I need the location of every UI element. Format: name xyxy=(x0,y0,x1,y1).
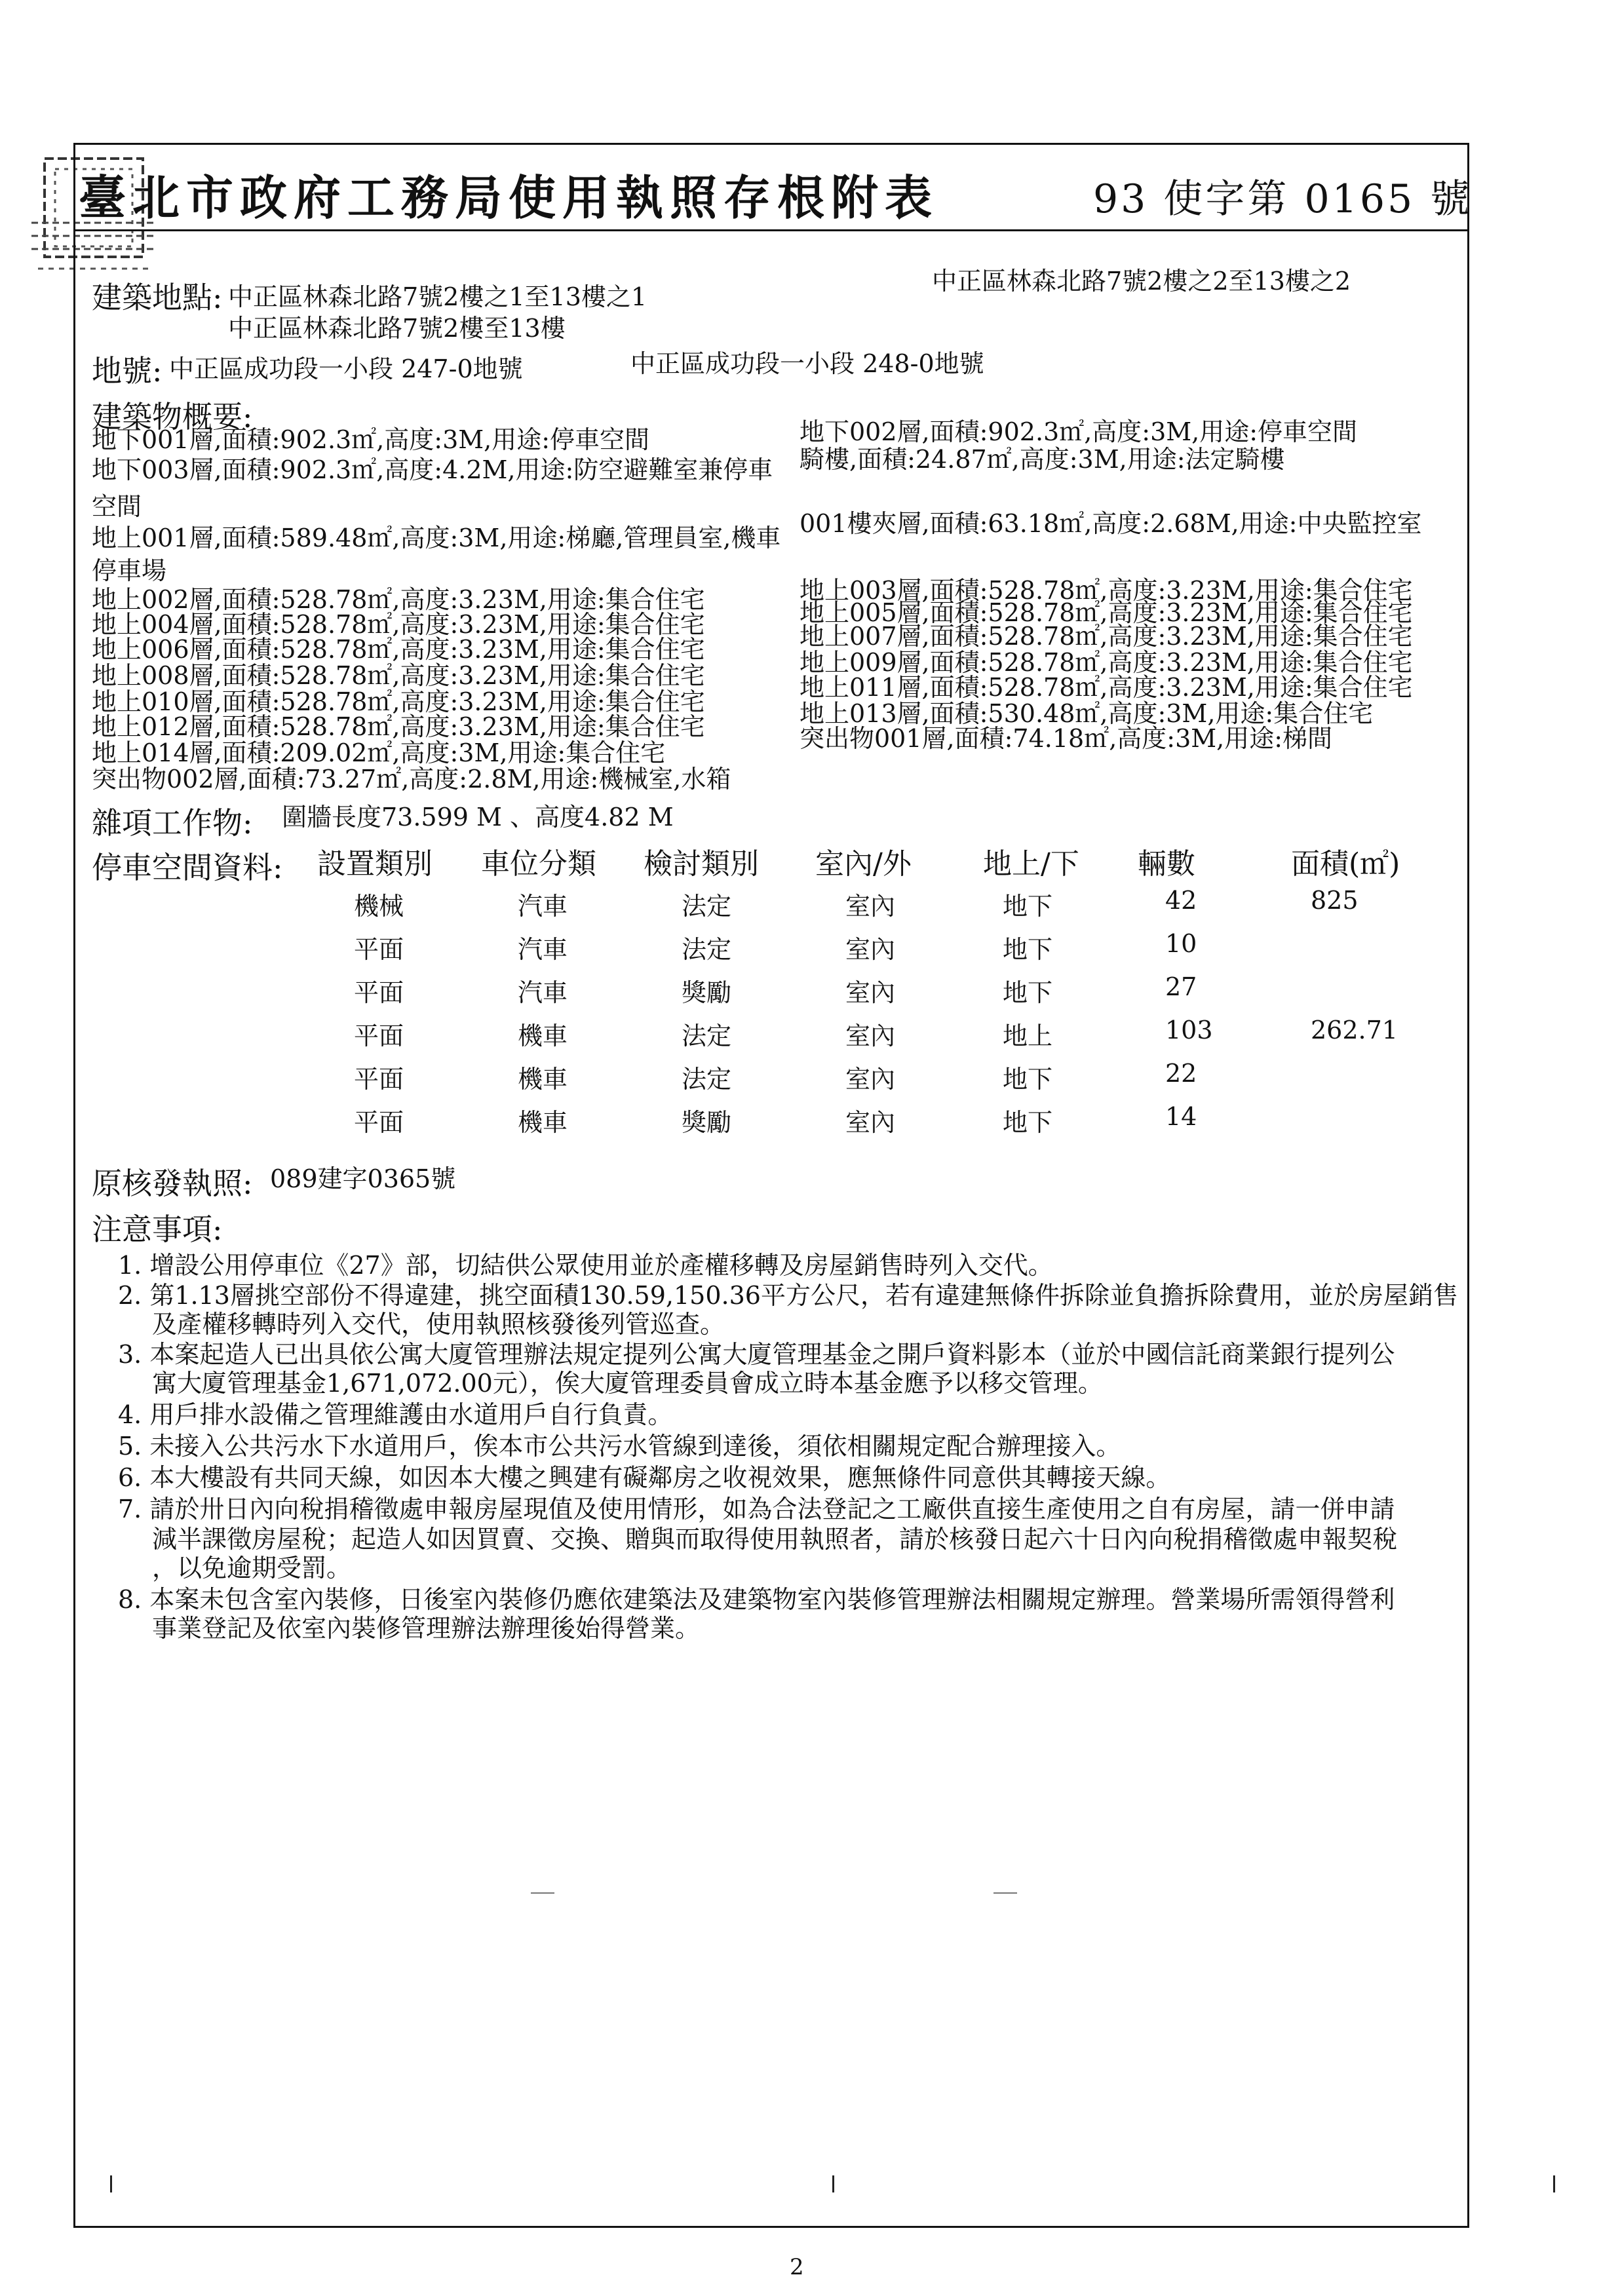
scan-mark xyxy=(110,2175,112,2192)
overview-line: 空間 xyxy=(92,492,142,521)
overview-line: 地上013層,面積:530.48㎡,高度:3M,用途:集合住宅 xyxy=(800,699,1374,728)
note-line: 1. 增設公用停車位《27》部，切結供公眾使用並於產權移轉及房屋銷售時列入交代。 xyxy=(118,1251,1053,1280)
table-cell: 汽車 xyxy=(518,978,568,1007)
table-cell: 室內 xyxy=(845,892,896,921)
overview-line: 地上012層,面積:528.78㎡,高度:3.23M,用途:集合住宅 xyxy=(92,712,705,741)
note-line: 2. 第1.13層挑空部份不得違建，挑空面積130.59,150.36平方公尺，若有違建無條件拆除並負擔拆除費用，並於房屋銷售 xyxy=(118,1281,1458,1310)
misc-value: 圍牆長度73.599 M 、高度4.82 M xyxy=(282,803,674,832)
table-cell: 42 xyxy=(1165,886,1197,915)
table-cell: 平面 xyxy=(354,1022,404,1050)
table-cell: 22 xyxy=(1165,1059,1197,1088)
overview-line: 騎樓,面積:24.87㎡,高度:3M,用途:法定騎樓 xyxy=(800,445,1285,474)
table-header-cell: 輛數 xyxy=(1138,847,1195,881)
note-line: 減半課徵房屋稅；起造人如因買賣、交換、贈與而取得使用執照者，請於核發日起六十日內向稅捐稽徵處申報契稅 xyxy=(152,1525,1398,1554)
table-cell: 室內 xyxy=(845,1108,896,1137)
overview-line: 地上004層,面積:528.78㎡,高度:3.23M,用途:集合住宅 xyxy=(92,610,705,639)
note-line: 8. 本案未包含室內裝修，日後室內裝修仍應依建築法及建築物室內裝修管理辦法相關規定辦理。營業場所需領得營利 xyxy=(118,1585,1395,1614)
overview-line: 地上005層,面積:528.78㎡,高度:3.23M,用途:集合住宅 xyxy=(800,598,1413,627)
document-number: 93 使字第 0165 號 xyxy=(1093,176,1473,222)
overview-line: 地上007層,面積:528.78㎡,高度:3.23M,用途:集合住宅 xyxy=(800,622,1413,651)
table-cell: 10 xyxy=(1165,929,1197,958)
table-cell: 平面 xyxy=(354,1065,404,1094)
table-cell: 室內 xyxy=(845,1065,896,1094)
table-cell: 地下 xyxy=(1003,1108,1053,1137)
table-header-cell: 室內/外 xyxy=(815,847,912,881)
overview-line: 停車場 xyxy=(92,556,167,585)
overview-line: 地上008層,面積:528.78㎡,高度:3.23M,用途:集合住宅 xyxy=(92,661,705,690)
table-header-cell: 檢討類別 xyxy=(644,847,759,881)
original-license-value: 089建字0365號 xyxy=(270,1164,456,1193)
table-cell: 機車 xyxy=(518,1022,568,1050)
site-address-1: 中正區林森北路7號2樓之1至13樓之1 xyxy=(228,282,647,311)
table-header-cell: 設置類別 xyxy=(317,847,433,881)
table-cell: 機車 xyxy=(518,1065,568,1094)
table-cell: 地下 xyxy=(1003,978,1053,1007)
overview-line: 001樓夾層,面積:63.18㎡,高度:2.68M,用途:中央監控室 xyxy=(800,509,1422,538)
scan-mark xyxy=(1553,2175,1555,2192)
table-cell: 獎勵 xyxy=(682,978,732,1007)
note-line: 6. 本大樓設有共同天線，如因本大樓之興建有礙鄰房之收視效果，應無條件同意供其轉接天線。 xyxy=(118,1463,1171,1492)
table-cell: 機械 xyxy=(354,892,404,921)
table-cell: 262.71 xyxy=(1311,1016,1398,1044)
parking-label: 停車空間資料: xyxy=(92,850,283,885)
table-cell: 地下 xyxy=(1003,935,1053,964)
table-cell: 汽車 xyxy=(518,935,568,964)
note-line: 寓大廈管理基金1,671,072.00元），俟大廈管理委員會成立時本基金應予以移交管理。 xyxy=(152,1369,1103,1398)
table-cell: 法定 xyxy=(682,935,732,964)
overview-line: 地下003層,面積:902.3㎡,高度:4.2M,用途:防空避難室兼停車 xyxy=(92,455,773,484)
table-cell: 103 xyxy=(1165,1016,1213,1044)
table-cell: 法定 xyxy=(682,1065,732,1094)
table-cell: 獎勵 xyxy=(682,1108,732,1137)
table-cell: 室內 xyxy=(845,978,896,1007)
notes-label: 注意事項: xyxy=(92,1212,223,1247)
lot-number-2: 中正區成功段一小段 248-0地號 xyxy=(630,349,984,378)
overview-line: 地上010層,面積:528.78㎡,高度:3.23M,用途:集合住宅 xyxy=(92,687,705,716)
note-line: 4. 用戶排水設備之管理維護由水道用戶自行負責。 xyxy=(118,1400,673,1429)
overview-line: 地下002層,面積:902.3㎡,高度:3M,用途:停車空間 xyxy=(800,417,1358,446)
table-cell: 27 xyxy=(1165,972,1197,1001)
overview-line: 地上003層,面積:528.78㎡,高度:3.23M,用途:集合住宅 xyxy=(800,576,1413,605)
overview-line: 地上011層,面積:528.78㎡,高度:3.23M,用途:集合住宅 xyxy=(800,673,1413,702)
table-header-cell: 面積(㎡) xyxy=(1291,847,1400,881)
table-cell: 平面 xyxy=(354,1108,404,1137)
original-license-label: 原核發執照: xyxy=(92,1166,253,1201)
note-line: 及產權移轉時列入交代，使用執照核發後列管巡查。 xyxy=(152,1310,725,1339)
overview-line: 地上001層,面積:589.48㎡,高度:3M,用途:梯廳,管理員室,機車 xyxy=(92,524,781,552)
note-line: 5. 未接入公共污水下水道用戶，俟本市公共污水管線到達後，須依相關規定配合辦理接入。 xyxy=(118,1432,1121,1461)
misc-label: 雜項工作物: xyxy=(92,805,253,841)
scan-mark xyxy=(832,2175,834,2192)
table-cell: 14 xyxy=(1165,1102,1197,1131)
table-cell: 汽車 xyxy=(518,892,568,921)
table-cell: 825 xyxy=(1311,886,1359,915)
site-label: 建築地點: xyxy=(92,280,223,315)
overview-line: 地上009層,面積:528.78㎡,高度:3.23M,用途:集合住宅 xyxy=(800,648,1413,677)
site-address-3: 中正區林森北路7號2樓之2至13樓之2 xyxy=(932,267,1351,296)
page-title: 臺北市政府工務局使用執照存根附表 xyxy=(79,170,939,225)
table-header-cell: 地上/下 xyxy=(983,847,1079,881)
table-cell: 室內 xyxy=(845,1022,896,1050)
table-cell: 平面 xyxy=(354,935,404,964)
note-line: 3. 本案起造人已出具依公寓大廈管理辦法規定提列公寓大廈管理基金之開戶資料影本（並於中國信託商業銀行提列公 xyxy=(118,1340,1395,1369)
page-number: 2 xyxy=(790,2254,804,2280)
table-header-cell: 車位分類 xyxy=(481,847,596,881)
site-address-2: 中正區林森北路7號2樓至13樓 xyxy=(228,314,566,343)
table-cell: 法定 xyxy=(682,1022,732,1050)
table-cell: 機車 xyxy=(518,1108,568,1137)
table-cell: 地下 xyxy=(1003,892,1053,921)
table-cell: 平面 xyxy=(354,978,404,1007)
title-divider xyxy=(73,229,1469,231)
overview-label: 建築物概要: xyxy=(92,399,253,434)
overview-line: 地上006層,面積:528.78㎡,高度:3.23M,用途:集合住宅 xyxy=(92,635,705,664)
overview-line: 地上014層,面積:209.02㎡,高度:3M,用途:集合住宅 xyxy=(92,738,666,767)
lot-number-1: 中正區成功段一小段 247-0地號 xyxy=(169,354,523,383)
overview-line: 地下001層,面積:902.3㎡,高度:3M,用途:停車空間 xyxy=(92,425,650,454)
note-line: ，以免逾期受罰。 xyxy=(152,1554,352,1582)
overview-line: 地上002層,面積:528.78㎡,高度:3.23M,用途:集合住宅 xyxy=(92,585,705,614)
table-cell: 法定 xyxy=(682,892,732,921)
overview-line: 突出物002層,面積:73.27㎡,高度:2.8M,用途:機械室,水箱 xyxy=(92,765,731,794)
scan-mark xyxy=(531,1892,554,1894)
lot-label: 地號: xyxy=(92,353,163,389)
overview-line: 突出物001層,面積:74.18㎡,高度:3M,用途:梯間 xyxy=(800,724,1333,753)
table-cell: 地下 xyxy=(1003,1065,1053,1094)
scan-mark xyxy=(993,1892,1017,1894)
note-line: 事業登記及依室內裝修管理辦法辦理後始得營業。 xyxy=(152,1614,701,1643)
table-cell: 室內 xyxy=(845,935,896,964)
table-cell: 地上 xyxy=(1003,1022,1053,1050)
note-line: 7. 請於卅日內向稅捐稽徵處申報房屋現值及使用情形，如為合法登記之工廠供直接生產使用之自有房屋，請一併申請 xyxy=(118,1495,1395,1523)
